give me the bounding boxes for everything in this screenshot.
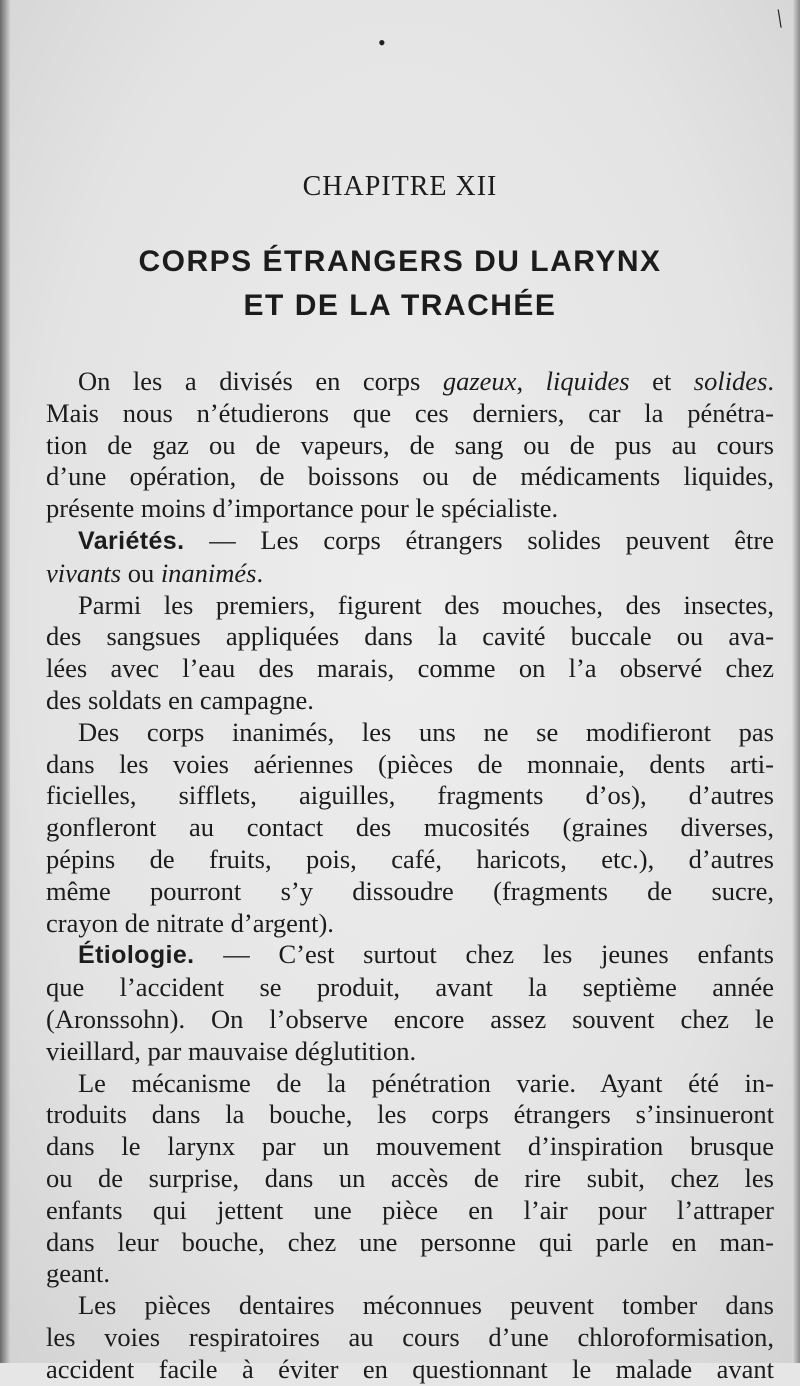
- body-text: [46, 366, 774, 1386]
- text-line: dans les voies aériennes (pièces de monnaie, dents arti-: [46, 748, 774, 779]
- text-line: ou de surprise, dans un accès de rire subit, chez les: [46, 1162, 774, 1193]
- text-line: dans leur bouche, chez une personne qui parle en man-: [46, 1226, 774, 1257]
- text-line: vieillard, par mauvaise déglutition.: [46, 1035, 417, 1066]
- text-line: que l’accident se produit, avant la septième année: [46, 972, 774, 1003]
- chapter-title-line-2: ET DE LA TRACHÉE: [243, 289, 557, 322]
- text-line: geant.: [46, 1258, 111, 1289]
- section-heading-line: Étiologie. — C’est surtout chez les jeunes enfants: [78, 939, 774, 970]
- corner-mark: \: [773, 3, 786, 34]
- text-line: les voies respiratoires au cours d’une chloroformisation,: [46, 1321, 774, 1352]
- text-line: gonfleront au contact des mucosités (graines diverses,: [46, 812, 774, 843]
- section-heading-line: Variétés. — Les corps étrangers solides peuvent être: [78, 524, 774, 555]
- text-line: crayon de nitrate d’argent).: [46, 907, 334, 938]
- text-line: même pourront s’y dissoudre (fragments de sucre,: [46, 875, 774, 906]
- text-line: pépins de fruits, pois, café, haricots, etc.), d’autres: [46, 843, 774, 874]
- text-line: Le mécanisme de la pénétration varie. Ayant été in-: [78, 1067, 774, 1098]
- text-line: Les pièces dentaires méconnues peuvent tomber dans: [78, 1290, 774, 1321]
- text-line: présente moins d’importance pour le spécialiste.: [46, 493, 559, 524]
- text-line: ficielles, sifflets, aiguilles, fragments d’os), d’autres: [46, 780, 774, 811]
- text-line: des sangsues appliquées dans la cavité buccale ou ava-: [46, 621, 774, 652]
- chapter-title-line-1: CORPS ÉTRANGERS DU LARYNX: [138, 245, 662, 278]
- ink-spot: •: [378, 30, 386, 55]
- text-line: des soldats en campagne.: [46, 684, 314, 715]
- text-line: d’une opération, de boissons ou de médicaments liquides,: [46, 461, 774, 492]
- text-line: troduits dans la bouche, les corps étrangers s’insinueront: [46, 1099, 774, 1130]
- text-line: lées avec l’eau des marais, comme on l’a observé chez: [46, 653, 774, 684]
- page-edge-right: [792, 0, 800, 1363]
- text-line: enfants qui jettent une pièce en l’air pour l’attraper: [46, 1194, 774, 1225]
- text-line: vivants ou inanimés.: [46, 557, 264, 588]
- text-line: tion de gaz ou de vapeurs, de sang ou de pus au cours: [46, 429, 774, 460]
- text-line: On les a divisés en corps gazeux, liquides et solides.: [78, 366, 775, 396]
- section-heading-etiologie: Étiologie.: [78, 941, 195, 970]
- text-line: accident facile à éviter en questionnant le malade avant: [46, 1353, 774, 1384]
- text-line: dans le larynx par un mouvement d’inspiration brusque: [46, 1131, 774, 1162]
- page-edge-left: [0, 0, 10, 1363]
- text-line: (Aronssohn). On l’observe encore assez souvent chez le: [46, 1003, 774, 1034]
- text-line: Parmi les premiers, figurent des mouches, des insectes,: [78, 589, 774, 620]
- section-heading-varietes: Variétés.: [78, 526, 185, 555]
- text-line: Mais nous n’étudierons que ces derniers, car la pénétra-: [46, 397, 774, 428]
- chapter-heading: CHAPITRE XII: [302, 171, 498, 202]
- text-line: Des corps inanimés, les uns ne se modifieront pas: [78, 716, 774, 747]
